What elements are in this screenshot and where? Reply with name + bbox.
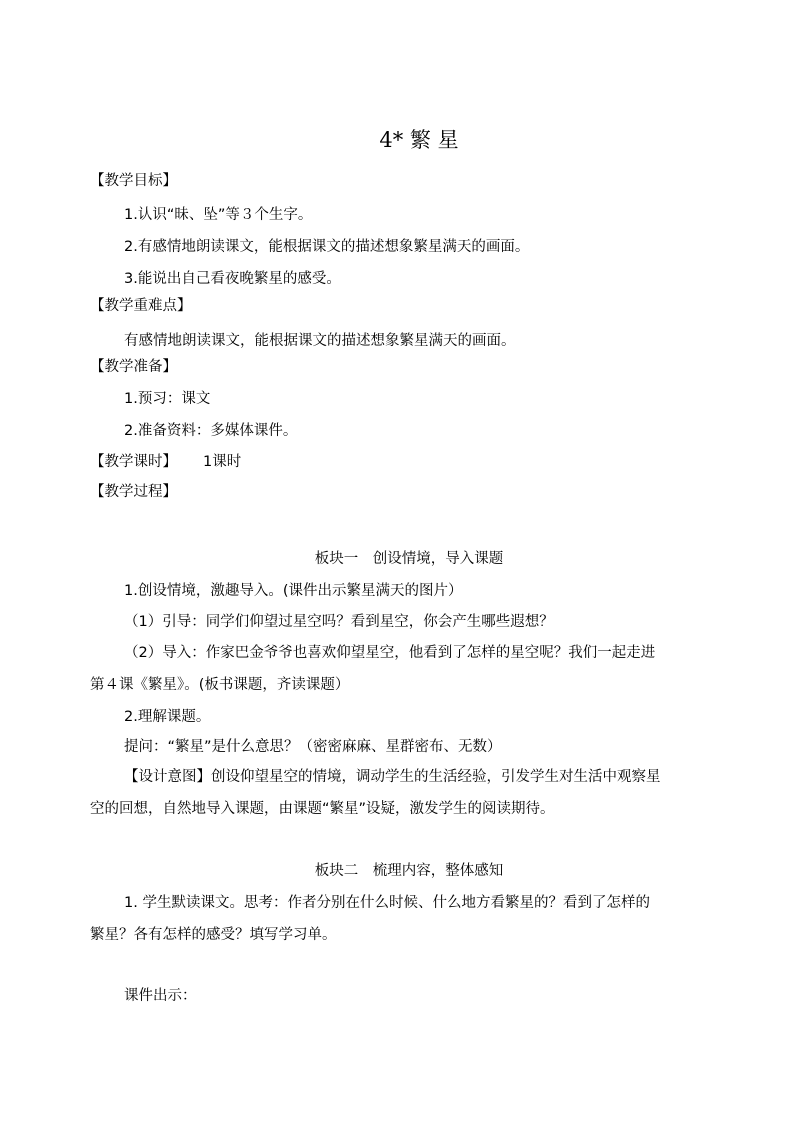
objective-item: 3.能说出自己看夜晚繁星的感受。	[124, 271, 341, 287]
preparation-item: 1.预习：课文	[124, 391, 211, 407]
class-hours-value: 1课时	[203, 454, 242, 470]
block2-line: 1. 学生默读课文。思考：作者分别在什么时候、什么地方看繁星的？看到了怎样的	[124, 895, 650, 911]
block2-heading: 板块二 梳理内容，整体感知	[314, 863, 504, 879]
block1-line: 第４课《繁星》。(板书课题，齐读课题）	[90, 677, 350, 693]
preparation-heading: 【教学准备】	[90, 359, 177, 375]
objective-item: 1.认识“昧、坠”等３个生字。	[124, 207, 313, 223]
objective-item: 2.有感情地朗读课文，能根据课文的描述想象繁星满天的画面。	[124, 239, 530, 255]
key-points-heading: 【教学重难点】	[90, 298, 192, 314]
block2-line: 课件出示：	[124, 988, 197, 1004]
key-points-text: 有感情地朗读课文，能根据课文的描述想象繁星满天的画面。	[124, 333, 516, 349]
block1-line: 提问：“繁星”是什么意思？（密密麻麻、星群密布、无数）	[124, 739, 502, 755]
block1-line: （2）导入：作家巴金爷爷也喜欢仰望星空，他看到了怎样的星空呢？我们一起走进	[124, 645, 656, 661]
block1-line: 1.创设情境，激趣导入。(课件出示繁星满天的图片）	[124, 583, 463, 599]
block2-line: 繁星？各有怎样的感受？填写学习单。	[90, 927, 337, 943]
objectives-heading: 【教学目标】	[90, 173, 177, 189]
block1-line: （1）引导：同学们仰望过星空吗？看到星空，你会产生哪些遐想？	[124, 614, 554, 630]
design-intent-line: 空的回想，自然地导入课题，由课题“繁星”设疑，激发学生的阅读期待。	[90, 801, 555, 817]
block1-line: 2.理解课题。	[124, 709, 211, 725]
block1-heading: 板块一 创设情境，导入课题	[314, 551, 504, 567]
preparation-item: 2.准备资料：多媒体课件。	[124, 423, 298, 439]
class-hours-heading: 【教学课时】	[90, 454, 177, 470]
process-heading: 【教学过程】	[90, 484, 177, 500]
design-intent-line: 【设计意图】创设仰望星空的情境，调动学生的生活经验，引发学生对生活中观察星	[124, 769, 661, 785]
lesson-title: 4* 繁 星	[379, 128, 459, 152]
